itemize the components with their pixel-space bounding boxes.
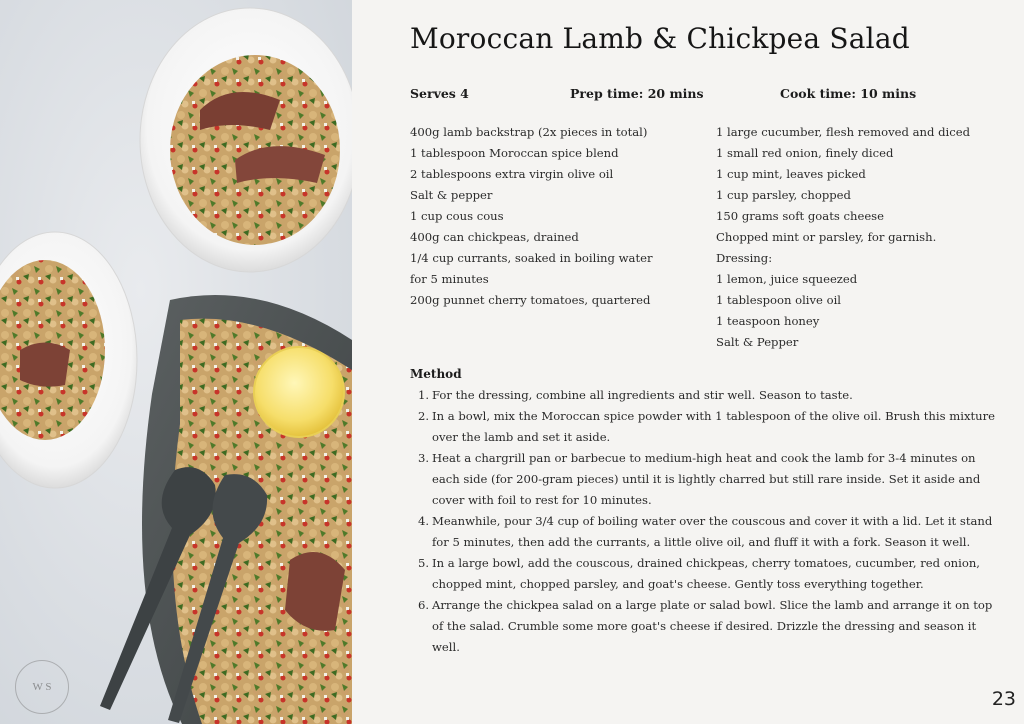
recipe-page <box>352 0 1024 724</box>
watermark-text: W S <box>32 681 52 693</box>
ingredient-item: 1 cup cous cous <box>410 209 504 223</box>
watermark-logo <box>15 660 69 714</box>
method-step <box>410 595 1000 658</box>
ingredients-list-right <box>716 122 1016 353</box>
ingredient-item: 1 small red onion, finely diced <box>716 146 894 160</box>
ingredient-item: 1/4 cup currants, soaked in boiling water <box>410 251 653 265</box>
ingredient-item: 400g can chickpeas, drained <box>410 230 579 244</box>
step-text: In a bowl, mix the Moroccan spice powder with 1 tablespoon of the olive oil. Brush this mixture over the lamb and set it aside. <box>432 409 996 444</box>
method-heading: Method <box>410 367 462 381</box>
ingredient-item: 2 tablespoons extra virgin olive oil <box>410 167 614 181</box>
ingredient-item: Salt & Pepper <box>716 335 799 349</box>
step-number: 6. <box>418 598 430 612</box>
step-number: 1. <box>418 388 430 402</box>
method-step <box>410 385 1000 406</box>
step-text: In a large bowl, add the couscous, drained chickpeas, cherry tomatoes, cucumber, red onion, chopped mint, chopped parsley, and goat's cheese. Gently toss everything together. <box>432 556 980 591</box>
step-text: For the dressing, combine all ingredients and stir well. Season to taste. <box>432 388 853 402</box>
ingredient-item: 400g lamb backstrap (2x pieces in total) <box>410 125 648 139</box>
ingredient-item: Chopped mint or parsley, for garnish. <box>716 230 937 244</box>
serves-label: Serves 4 <box>410 86 469 101</box>
dressing-heading: Dressing: <box>716 251 773 265</box>
method-step <box>410 511 1000 553</box>
ingredient-item: 1 large cucumber, flesh removed and diced <box>716 125 971 139</box>
ingredient-item: for 5 minutes <box>410 272 489 286</box>
page-number: 23 <box>991 688 1016 710</box>
ingredient-item: 1 tablespoon olive oil <box>716 293 841 307</box>
ingredient-item: 200g punnet cherry tomatoes, quartered <box>410 293 651 307</box>
method-steps <box>410 385 1000 658</box>
step-text: Heat a chargrill pan or barbecue to medium-high heat and cook the lamb for 3-4 minutes on each side (for 200-gram pieces) until it is lightly charred but still rare inside. Set it aside and cover with foil to rest for 10 minutes. <box>432 451 981 507</box>
ingredient-item: 1 teaspoon honey <box>716 314 820 328</box>
ingredient-item: 1 cup parsley, chopped <box>716 188 851 202</box>
recipe-title: Moroccan Lamb & Chickpea Salad <box>410 22 910 55</box>
method-step <box>410 406 1000 448</box>
step-number: 2. <box>418 409 430 423</box>
ingredients-list-left <box>410 122 700 311</box>
ingredient-item: 1 lemon, juice squeezed <box>716 272 858 286</box>
food-photo <box>0 0 352 724</box>
cook-time-label: Cook time: 10 mins <box>780 86 917 101</box>
step-number: 4. <box>418 514 430 528</box>
ingredient-item: 1 tablespoon Moroccan spice blend <box>410 146 619 160</box>
method-step <box>410 553 1000 595</box>
method-step <box>410 448 1000 511</box>
step-number: 3. <box>418 451 430 465</box>
prep-time-label: Prep time: 20 mins <box>570 86 704 101</box>
ingredient-item: Salt & pepper <box>410 188 493 202</box>
ingredient-item: 150 grams soft goats cheese <box>716 209 884 223</box>
step-number: 5. <box>418 556 430 570</box>
step-text: Meanwhile, pour 3/4 cup of boiling water over the couscous and cover it with a lid. Let it stand for 5 minutes, then add the currants, a little olive oil, and fluff it with a fork. Season it well. <box>432 514 993 549</box>
ingredient-item: 1 cup mint, leaves picked <box>716 167 866 181</box>
food-photo-icon <box>0 0 352 724</box>
step-text: Arrange the chickpea salad on a large plate or salad bowl. Slice the lamb and arrange it on top of the salad. Crumble some more goat's cheese if desired. Drizzle the dressing and season it well. <box>432 598 993 654</box>
